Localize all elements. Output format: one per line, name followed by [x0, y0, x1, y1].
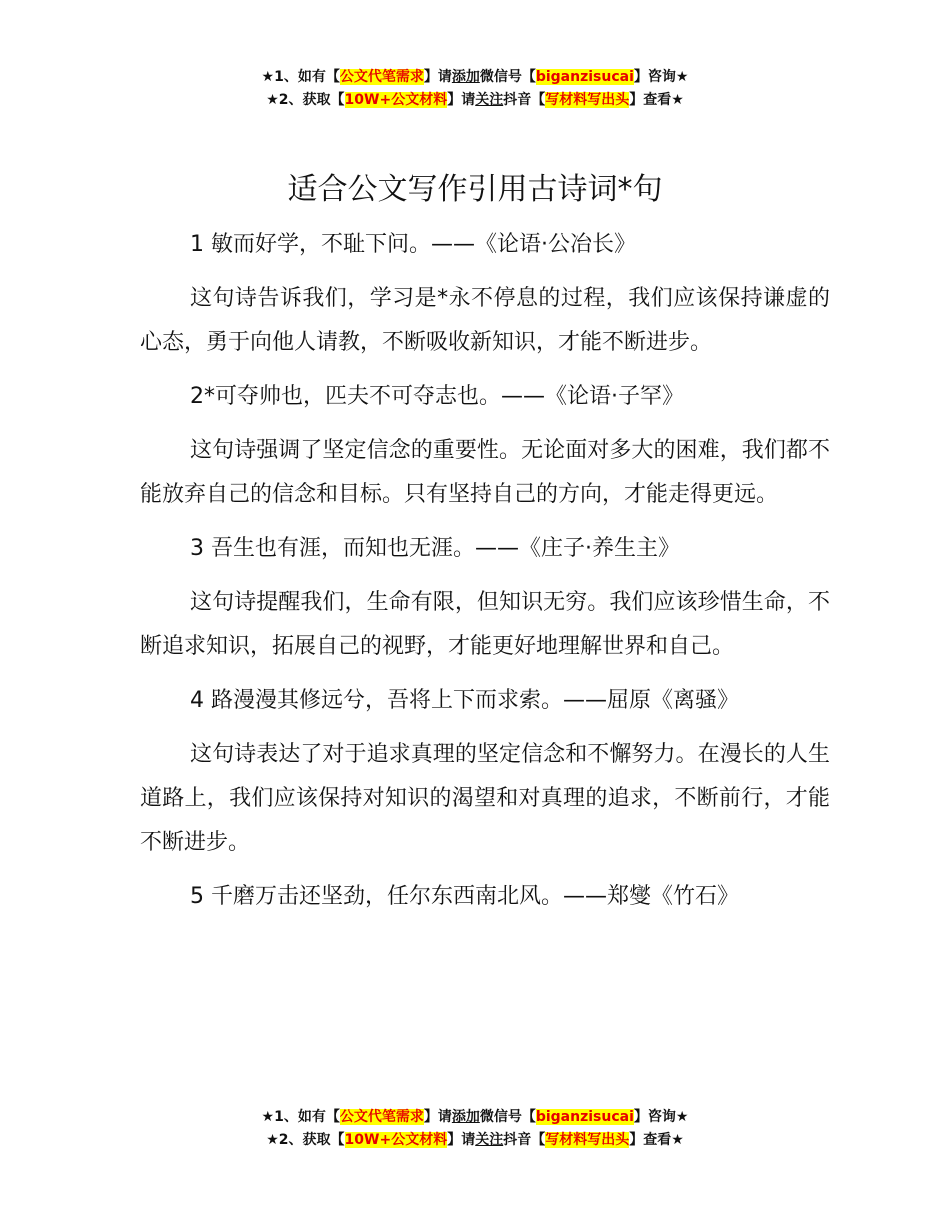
explanation-paragraph: 这句诗提醒我们，生命有限，但知识无穷。我们应该珍惜生命，不断追求知识，拓展自己的视野，才能更好地理解世界和自己。: [140, 590, 830, 659]
douyin-highlight: 写材料写出头: [545, 92, 630, 108]
highlight-text: 公文代笔需求: [339, 1109, 424, 1125]
banner-text: 微信号【: [479, 69, 536, 85]
banner-text: 抖音【: [503, 92, 546, 108]
banner-text: 2、获取【: [278, 92, 345, 108]
banner-text: 1、如有【: [274, 69, 340, 85]
underlined-text: 添加: [451, 69, 480, 85]
banner-text: 1、如有【: [274, 1109, 340, 1125]
quote-paragraph: 2*可夺帅也，匹夫不可夺志也。——《论语·子罕》: [190, 384, 684, 409]
banner-text: 】咨询★: [633, 1109, 689, 1125]
banner-text: 】查看★: [629, 92, 684, 108]
banner-text: 】咨询★: [633, 69, 689, 85]
highlight-text: 公文代笔需求: [339, 69, 424, 85]
banner-line-2: [0, 89, 950, 112]
banner-line-2: [0, 1129, 950, 1152]
banner-text: 】请: [447, 92, 476, 108]
banner-text: 】请: [447, 1132, 476, 1148]
banner-text: 】请: [423, 1109, 452, 1125]
quote-paragraph: 5 千磨万击还坚劲，任尔东西南北风。——郑燮《竹石》: [190, 884, 739, 909]
banner-text: 微信号【: [479, 1109, 536, 1125]
footer-banner: [0, 1106, 950, 1152]
star-icon: ★: [266, 1132, 279, 1148]
banner-text: 】查看★: [629, 1132, 684, 1148]
wechat-id-highlight: biganzisucai: [535, 69, 634, 85]
underlined-text: 关注: [475, 1132, 504, 1148]
douyin-highlight: 写材料写出头: [545, 1132, 630, 1148]
banner-text: 2、获取【: [278, 1132, 345, 1148]
star-icon: ★: [261, 1109, 275, 1125]
document-body: [140, 223, 830, 929]
banner-text: 】请: [423, 69, 452, 85]
header-banner: [0, 66, 950, 112]
star-icon: ★: [261, 69, 275, 85]
wechat-id-highlight: biganzisucai: [535, 1109, 634, 1125]
star-icon: ★: [266, 92, 279, 108]
banner-text: 抖音【: [503, 1132, 546, 1148]
underlined-text: 添加: [451, 1109, 480, 1125]
highlight-text: 10W+公文材料: [344, 92, 448, 108]
quote-paragraph: 1 敏而好学，不耻下问。——《论语·公冶长》: [190, 232, 636, 257]
banner-line-1: [0, 66, 950, 89]
underlined-text: 关注: [475, 92, 504, 108]
highlight-text: 10W+公文材料: [344, 1132, 448, 1148]
explanation-paragraph: 这句诗告诉我们，学习是*永不停息的过程，我们应该保持谦虚的心态，勇于向他人请教，不断吸收新知识，才能不断进步。: [140, 286, 830, 355]
quote-paragraph: 4 路漫漫其修远兮，吾将上下而求索。——屈原《离骚》: [190, 688, 739, 713]
explanation-paragraph: 这句诗表达了对于追求真理的坚定信念和不懈努力。在漫长的人生道路上，我们应该保持对知识的渴望和对真理的追求，不断前行，才能不断进步。: [140, 742, 830, 855]
quote-paragraph: 3 吾生也有涯，而知也无涯。——《庄子·养生主》: [190, 536, 680, 561]
explanation-paragraph: 这句诗强调了坚定信念的重要性。无论面对多大的困难，我们都不能放弃自己的信念和目标。只有坚持自己的方向，才能走得更远。: [140, 438, 830, 507]
document-title: 适合公文写作引用古诗词*句: [287, 172, 663, 207]
banner-line-1: [0, 1106, 950, 1129]
